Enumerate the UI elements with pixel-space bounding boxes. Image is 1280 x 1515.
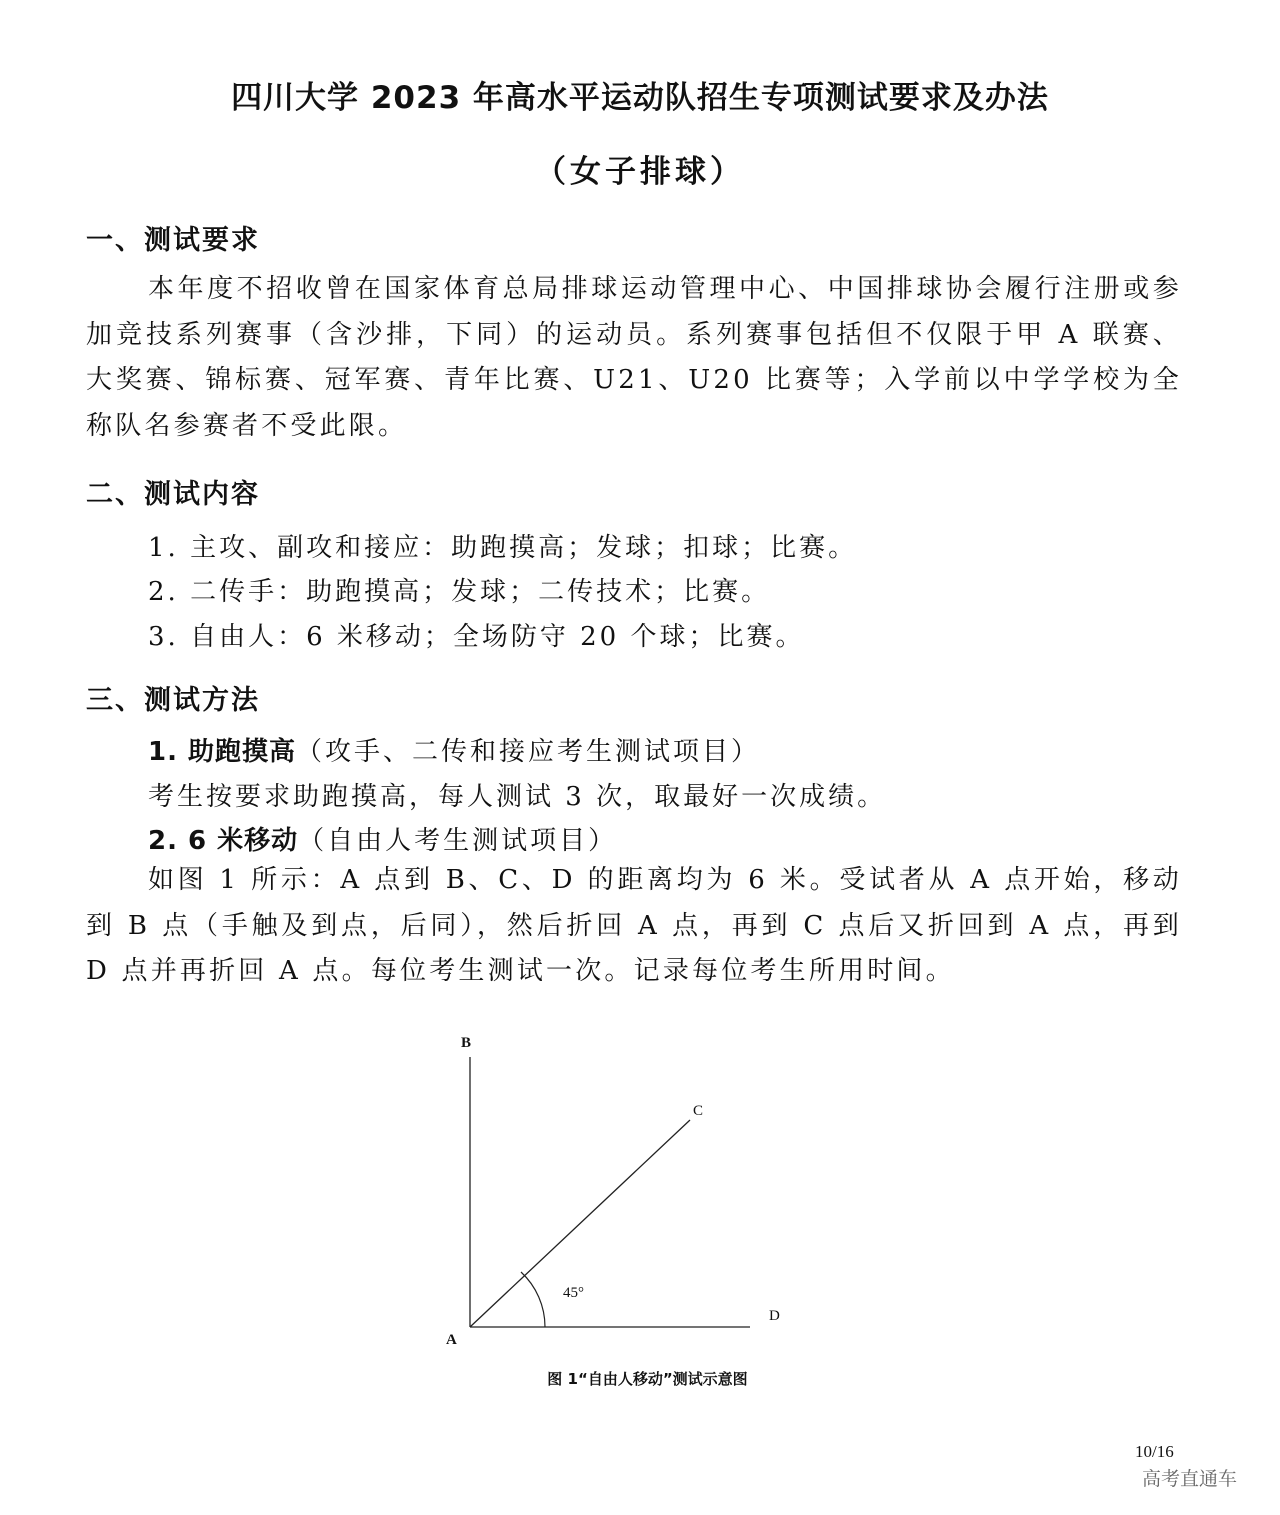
section-heading-content: 二、测试内容 — [86, 479, 260, 510]
requirements-paragraph: 本年度不招收曾在国家体育总局排球运动管理中心、中国排球协会履行注册或参加竞技系列赛事（含沙排，下同）的运动员。系列赛事包括但不仅限于甲 A 联赛、大奖赛、锦标赛、冠军赛、青年比赛、U21、U20 比赛等；入学前以中学学校为全称队名参赛者不受此限。 — [86, 274, 1182, 441]
method1-text: 考生按要求助跑摸高，每人测试 3 次，取最好一次成绩。 — [148, 782, 887, 812]
method2-note: （自由人考生测试项目） — [298, 826, 618, 856]
method1-note: （攻手、二传和接应考生测试项目） — [296, 737, 761, 767]
point-c-label: C — [693, 1103, 704, 1119]
content-item-libero: 3. 自由人：6 米移动；全场防守 20 个球；比赛。 — [148, 622, 805, 652]
document-subtitle: （女子排球） — [535, 154, 745, 190]
method1-title: 1. 助跑摸高 — [148, 737, 297, 767]
angle-arc — [521, 1272, 545, 1327]
method2-paragraph: 如图 1 所示：A 点到 B、C、D 的距离均为 6 米。受试者从 A 点开始，移动到 B 点（手触及到点，后同），然后折回 A 点，再到 C 点后又折回到 A 点，再到 D 点并再折回 A 点。每位考生测试一次。记录每位考生所用时间。 — [86, 865, 1182, 986]
page-number: 10/16 — [1135, 1442, 1174, 1461]
point-d-label: D — [769, 1308, 780, 1324]
method2-title: 2. 6 米移动 — [148, 826, 299, 856]
section-heading-requirements: 一、测试要求 — [86, 225, 260, 256]
watermark-text: 高考直通车 — [1142, 1468, 1238, 1490]
figure-caption: 图 1“自由人移动”测试示意图 — [547, 1370, 748, 1388]
method2-header — [148, 820, 617, 857]
angle-label: 45° — [563, 1285, 584, 1301]
method1-header — [148, 731, 760, 768]
content-item-setter: 2. 二传手：助跑摸高；发球；二传技术；比赛。 — [148, 577, 771, 607]
document-title: 四川大学 2023 年高水平运动队招生专项测试要求及办法 — [231, 80, 1049, 116]
section-heading-methods: 三、测试方法 — [86, 685, 260, 716]
point-a-label: A — [446, 1332, 457, 1348]
content-item-attackers: 1. 主攻、副攻和接应：助跑摸高；发球；扣球；比赛。 — [148, 533, 858, 563]
movement-diagram — [430, 1020, 810, 1365]
point-b-label: B — [461, 1035, 472, 1051]
